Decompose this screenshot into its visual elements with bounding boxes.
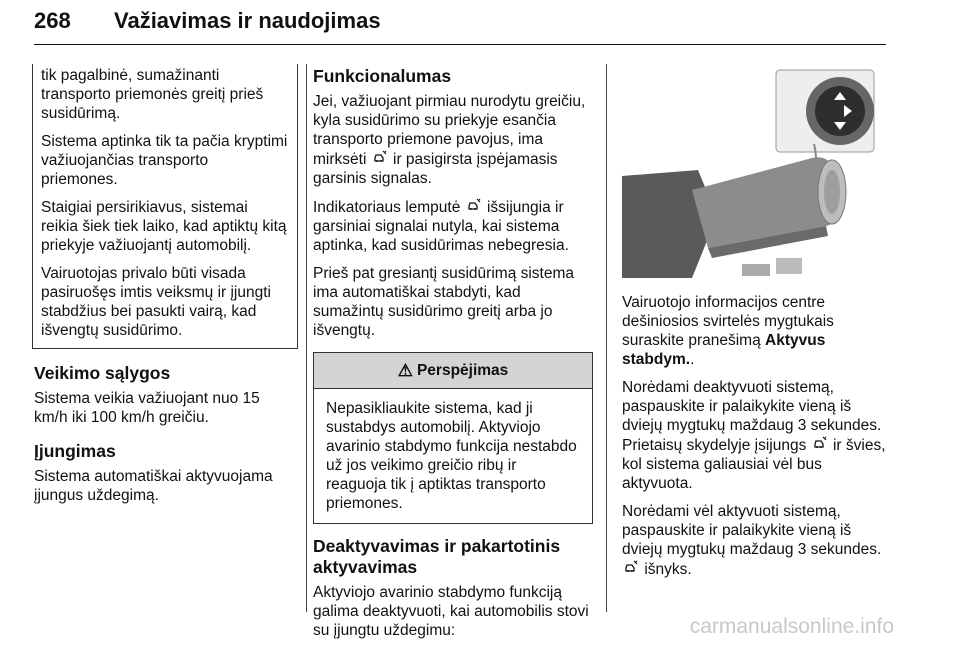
text: Indikatoriaus lemputė [313, 199, 461, 216]
text: Vairuotojo informacijos centre dešiniosios svirtelės mygtukais suraskite pranešimą [622, 294, 834, 349]
stalk-illustration [622, 66, 878, 278]
text: ir švies, kol sistema galiausiai vėl bus aktyvuota. [622, 437, 886, 492]
collision-warning-car-icon [373, 149, 387, 168]
warning-box [313, 352, 593, 524]
page-number: 268 [34, 8, 71, 33]
notice-box [32, 64, 298, 349]
column-middle [313, 66, 593, 649]
column-divider-1 [306, 64, 307, 612]
section-heading-deactivation: Deaktyvavimas ir pakartotinis aktyvavimas [313, 536, 561, 577]
column-right [622, 293, 892, 588]
warning-text: Nepasikliaukite sistema, kad ji sustabdys automobilį. Aktyviojo avarinio stabdymo funkcija nestabdo už jos veikimo greičio ribų ir reaguoja tik į aptiktas transporto priemones. [326, 400, 577, 512]
section-heading-functionality: Funkcionalumas [313, 66, 452, 86]
section-heading-activation: Įjungimas [34, 441, 116, 461]
warning-body [314, 389, 592, 523]
text: ir pasigirsta įspėjamasis garsinis signalas. [313, 151, 558, 187]
paragraph [622, 378, 892, 493]
paragraph [622, 502, 892, 579]
section-heading-operating-conditions: Veikimo sąlygos [34, 363, 171, 383]
watermark: carmanualsonline.info [689, 615, 894, 638]
paragraph: Sistema automatiškai aktyvuojama įjungus uždegimą. [34, 468, 273, 504]
notice-paragraph: Staigiai persirikiavus, sistemai reikia šiek tiek laiko, kad aptiktų kitą priekyje važiuojantį automobilį. [41, 199, 287, 254]
message-name: Aktyvus stabdym. [622, 332, 826, 368]
text: Norėdami deaktyvuoti sistemą, paspauskite ir palaikykite vieną iš dviejų mygtukų maždaug 3 sekundes. Prietaisų skydelyje įsijungs [622, 379, 882, 454]
text: išnyks. [644, 561, 692, 578]
paragraph [313, 92, 593, 188]
warning-header [314, 353, 592, 389]
warning-title: Perspėjimas [416, 361, 509, 379]
collision-warning-car-icon [624, 559, 638, 578]
notice-paragraph: Vairuotojas privalo būti visada pasiruošęs imtis veiksmų ir įjungti stabdžius bei pasukti vairą, kad išvengtų susidūrimo. [41, 265, 271, 339]
steering-stalk-drawing [622, 66, 878, 278]
collision-warning-car-icon [467, 197, 481, 216]
text: Norėdami vėl aktyvuoti sistemą, paspauskite ir palaikykite vieną iš dviejų mygtukų maždaug 3 sekundes. [622, 503, 882, 558]
paragraph: Sistema veikia važiuojant nuo 15 km/h iki 100 km/h greičiu. [34, 390, 260, 426]
text: Jei, važiuojant pirmiau nurodytu greičiu, kyla susidūrimo su priekyje esančia transporto priemone pavojus, ima mirksėti [313, 93, 586, 168]
column-divider-2 [606, 64, 607, 612]
page-title: Važiavimas ir naudojimas [114, 8, 381, 33]
warning-triangle-icon: ⚠ [397, 360, 413, 380]
column-left [34, 64, 296, 514]
collision-warning-car-icon [813, 435, 827, 454]
text: . [690, 351, 695, 368]
notice-paragraph: Sistema aptinka tik ta pačia kryptimi važiuojančias transporto priemones. [41, 133, 288, 188]
notice-paragraph: tik pagalbinė, sumažinanti transporto priemonės greitį prieš susidūrimą. [41, 67, 264, 122]
paragraph: Prieš pat gresiantį susidūrimą sistema ima automatiškai stabdyti, kad sumažintų susidūrimo greitį arba jo išvengtų. [313, 265, 575, 339]
paragraph [313, 197, 593, 255]
text: išsijungia ir garsiniai signalai nutyla, kai sistema aptinka, kad susidūrimas nebegresia. [313, 199, 569, 254]
paragraph: Aktyviojo avarinio stabdymo funkciją galima deaktyvuoti, kai automobilis stovi su įjungtu uždegimu: [313, 584, 589, 639]
paragraph [622, 293, 892, 369]
header-rule [34, 44, 886, 45]
